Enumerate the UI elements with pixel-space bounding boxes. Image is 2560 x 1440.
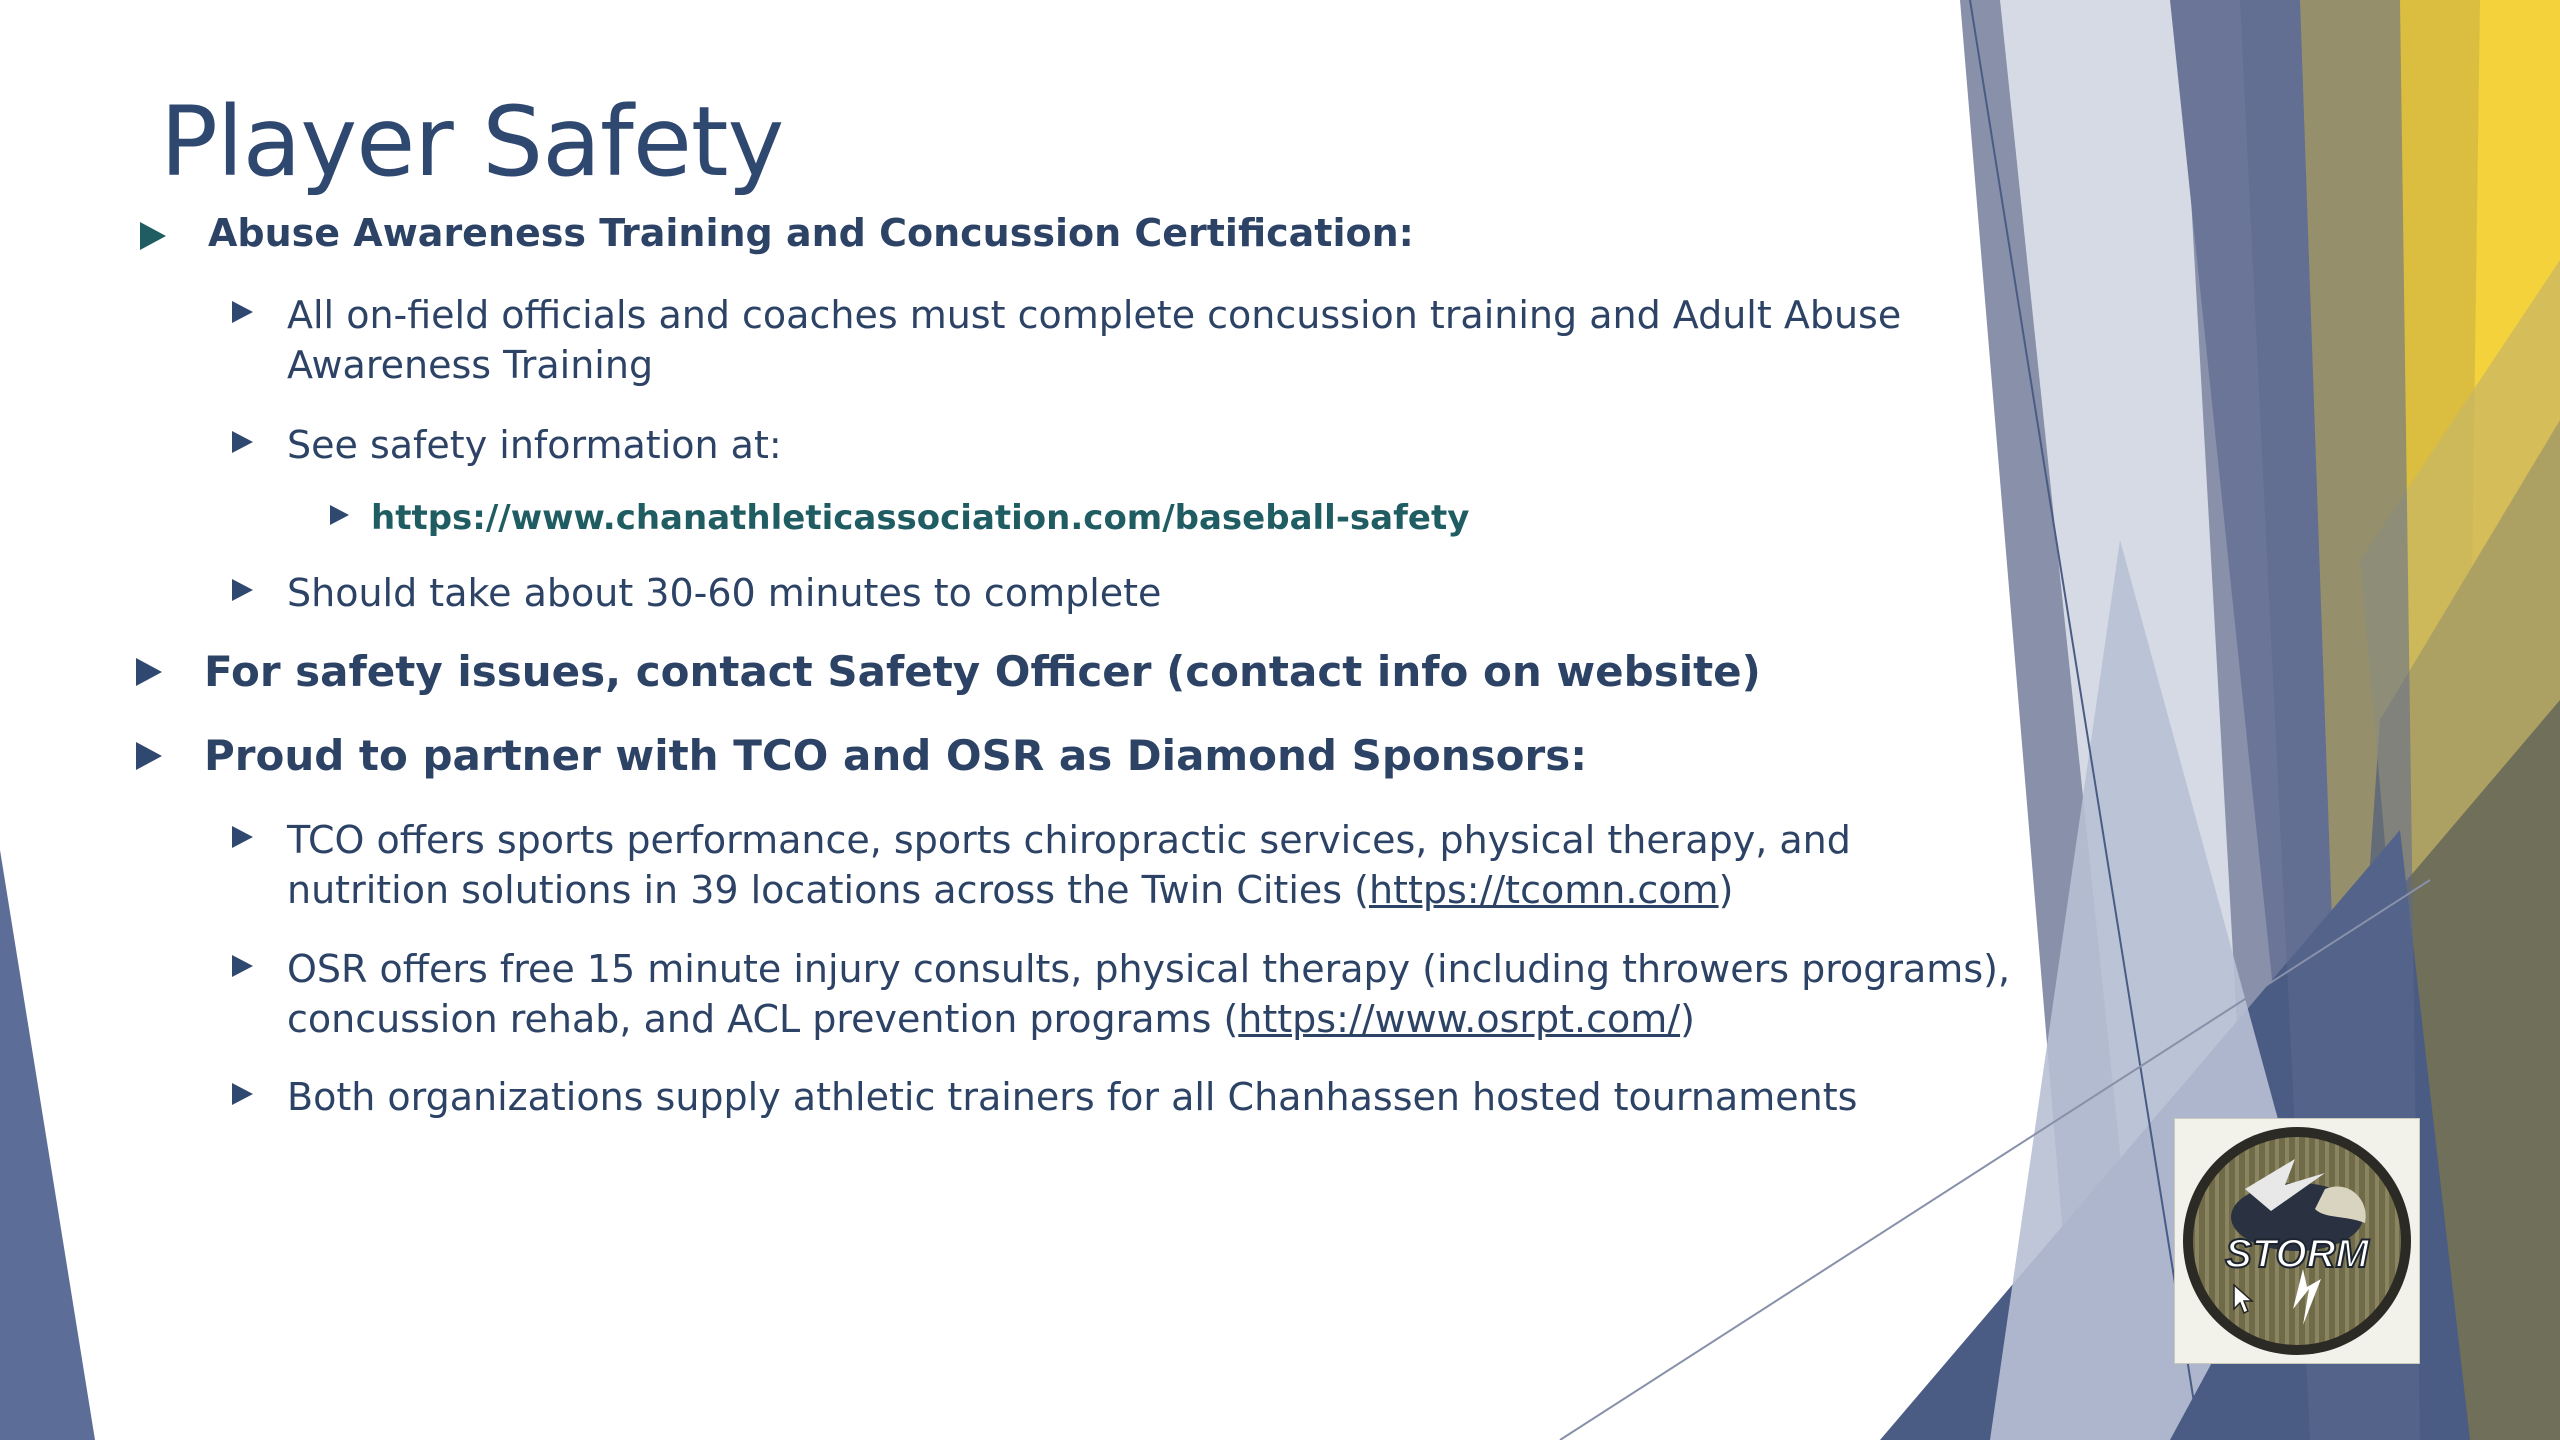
bullet-text [287,944,2010,1044]
logo-text: STORM [2225,1232,2369,1276]
storm-logo [2174,1118,2420,1364]
bullet-line: nutrition solutions in 39 locations across the Twin Cities ( [287,868,1369,913]
bullet-text [287,815,1851,915]
bullet-line: OSR offers free 15 minute injury consults, physical therapy (including throwers programs), [287,947,2011,991]
bullet-line: TCO offers sports performance, sports chiropractic services, physical therapy, and [287,818,1851,862]
bullet-arrow-icon [232,1083,253,1105]
bullet-line: All on-field officials and coaches must complete concussion training and Adult Abuse [287,293,1902,337]
bullet-arrow-icon [232,431,253,453]
bullet-arrow-icon [232,579,253,601]
bullet-tco [232,815,1851,915]
left-accent-shape [0,850,95,1440]
bullet-line: ) [1680,997,1695,1042]
bullet-osr [232,944,2010,1044]
bullet-arrow-icon [232,826,253,848]
storm-logo-icon [2175,1119,2419,1363]
bullet-text: Abuse Awareness Training and Concussion Certification: [208,211,1414,255]
bullet-duration [232,568,1161,618]
safety-url-text[interactable]: https://www.chanathleticassociation.com/baseball-safety [371,498,1470,538]
bullet-trainers [232,1072,1857,1122]
mouse-cursor-icon [2232,1283,2254,1315]
bullet-text: Proud to partner with TCO and OSR as Diamond Sponsors: [204,731,1588,780]
bullet-text: For safety issues, contact Safety Officer (contact info on website) [204,647,1761,696]
bullet-sponsors [136,730,1587,783]
osr-link[interactable]: https://www.osrpt.com/ [1238,997,1681,1042]
bullet-safety-officer [136,646,1761,699]
bullet-safety-info [232,420,782,470]
bullet-text: Should take about 30-60 minutes to complete [287,571,1162,615]
bullet-arrow-icon [330,505,349,525]
bullet-line: concussion rehab, and ACL prevention programs ( [287,997,1239,1042]
bullet-text: Both organizations supply athletic trainers for all Chanhassen hosted tournaments [287,1075,1858,1119]
bullet-officials [232,290,1901,390]
bullet-text [287,290,1901,390]
bullet-training [140,210,1414,258]
tco-link[interactable]: https://tcomn.com [1368,868,1719,913]
bullet-arrow-icon [140,222,166,250]
bullet-line: Awareness Training [287,343,654,388]
bullet-arrow-icon [232,301,253,323]
bullet-safety-url [330,498,1469,539]
slide-title: Player Safety [160,86,784,198]
bullet-text: See safety information at: [287,423,782,467]
bullet-arrow-icon [136,742,162,770]
bullet-line: ) [1718,868,1734,913]
bullet-arrow-icon [136,658,162,686]
bullet-arrow-icon [232,955,253,977]
